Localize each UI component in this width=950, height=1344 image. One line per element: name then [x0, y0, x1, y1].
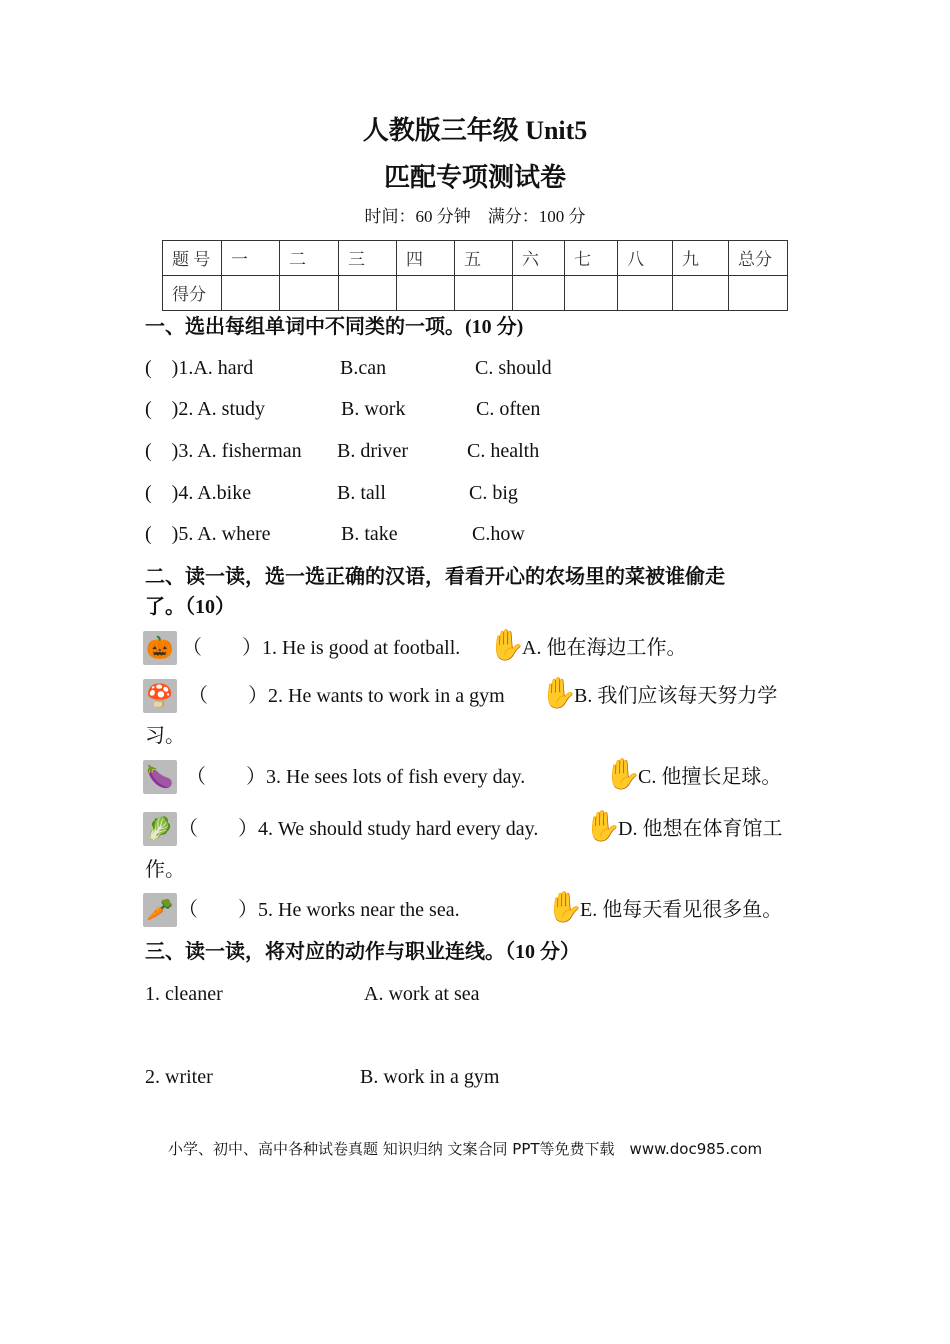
- option-b: B. tall: [337, 482, 386, 504]
- score-cell[interactable]: [565, 276, 618, 311]
- translation-cont: 作。: [145, 859, 185, 881]
- score-cell[interactable]: [618, 276, 673, 311]
- radish-icon: 🥕: [143, 893, 177, 927]
- option-c: C. big: [469, 482, 518, 504]
- question-2: ( )2. A. study: [145, 398, 265, 420]
- hand-icon: ✋: [540, 677, 578, 710]
- doc-subtitle: 匹配专项测试卷: [383, 163, 566, 192]
- translation-1: A. 他在海边工作。: [522, 637, 687, 659]
- exam-meta: 时间：60 分钟 满分：100 分: [364, 207, 586, 226]
- section2-heading-cont: 了。（10）: [145, 596, 235, 618]
- score-header-cell: 四: [397, 241, 455, 276]
- score-header-cell: 题 号: [163, 241, 222, 276]
- section2-heading: 二、读一读，选一选正确的汉语，看看开心的农场里的菜被谁偷走: [145, 566, 725, 588]
- hand-icon: ✋: [604, 758, 642, 791]
- option-b: B. take: [341, 523, 398, 545]
- translation-5: E. 他每天看见很多鱼。: [580, 899, 783, 921]
- eggplant-icon: 🍆: [143, 760, 177, 794]
- doc-title: 人教版三年级 Unit5: [362, 116, 588, 145]
- score-cell[interactable]: [673, 276, 729, 311]
- section3-heading: 三、读一读，将对应的动作与职业连线。（10 分）: [145, 941, 580, 963]
- score-header-cell: 总分: [729, 241, 788, 276]
- option-b: B. work: [341, 398, 406, 420]
- score-cell[interactable]: [397, 276, 455, 311]
- cabbage-icon: 🥬: [143, 812, 177, 846]
- translation-2: B. 我们应该每天努力学: [574, 685, 778, 707]
- pumpkin-icon: 🎃: [143, 631, 177, 665]
- option-b: B. driver: [337, 440, 409, 462]
- translation-cont: 习。: [145, 725, 185, 747]
- footer-text: 小学、初中、高中各种试卷真题 知识归纳 文案合同 PPT等免费下载 www.doc985.com: [168, 1140, 763, 1158]
- score-header-cell: 二: [280, 241, 339, 276]
- option-c: C.how: [472, 523, 525, 545]
- question-5: ( )5. A. where: [145, 523, 271, 545]
- sentence-1: （ ）1. He is good at football.: [182, 637, 461, 659]
- sentence-5: （ ）5. He works near the sea.: [178, 899, 460, 921]
- mushroom-icon: 🍄: [143, 679, 177, 713]
- translation-3: C. 他擅长足球。: [638, 766, 782, 788]
- score-row-label: 得分: [163, 276, 222, 311]
- option-b: B.can: [340, 357, 387, 379]
- question-1: ( )1.A. hard: [145, 357, 254, 379]
- hand-icon: ✋: [488, 629, 526, 662]
- score-cell[interactable]: [455, 276, 513, 311]
- score-table: [162, 240, 788, 311]
- score-header-cell: 一: [222, 241, 280, 276]
- score-header-cell: 七: [565, 241, 618, 276]
- match-right-2: B. work in a gym: [360, 1066, 500, 1088]
- score-cell[interactable]: [513, 276, 565, 311]
- score-cell[interactable]: [280, 276, 339, 311]
- score-header-cell: 八: [618, 241, 673, 276]
- score-header-cell: 九: [673, 241, 729, 276]
- option-c: C. should: [475, 357, 552, 379]
- sentence-4: （ ）4. We should study hard every day.: [178, 818, 539, 840]
- score-cell[interactable]: [729, 276, 788, 311]
- hand-icon: ✋: [546, 891, 584, 924]
- translation-4: D. 他想在体育馆工: [618, 818, 783, 840]
- section1-heading: 一、选出每组单词中不同类的一项。(10 分): [145, 316, 524, 338]
- sentence-3: （ ）3. He sees lots of fish every day.: [186, 766, 526, 788]
- option-c: C. health: [467, 440, 540, 462]
- score-header-cell: 三: [339, 241, 397, 276]
- match-right-1: A. work at sea: [364, 983, 480, 1005]
- sentence-2: （ ）2. He wants to work in a gym: [188, 685, 505, 707]
- score-header-cell: 五: [455, 241, 513, 276]
- match-left-1: 1. cleaner: [145, 983, 223, 1005]
- score-cell[interactable]: [339, 276, 397, 311]
- score-cell[interactable]: [222, 276, 280, 311]
- question-3: ( )3. A. fisherman: [145, 440, 302, 462]
- question-4: ( )4. A.bike: [145, 482, 252, 504]
- match-left-2: 2. writer: [145, 1066, 213, 1088]
- option-c: C. often: [476, 398, 541, 420]
- score-header-cell: 六: [513, 241, 565, 276]
- hand-icon: ✋: [584, 810, 622, 843]
